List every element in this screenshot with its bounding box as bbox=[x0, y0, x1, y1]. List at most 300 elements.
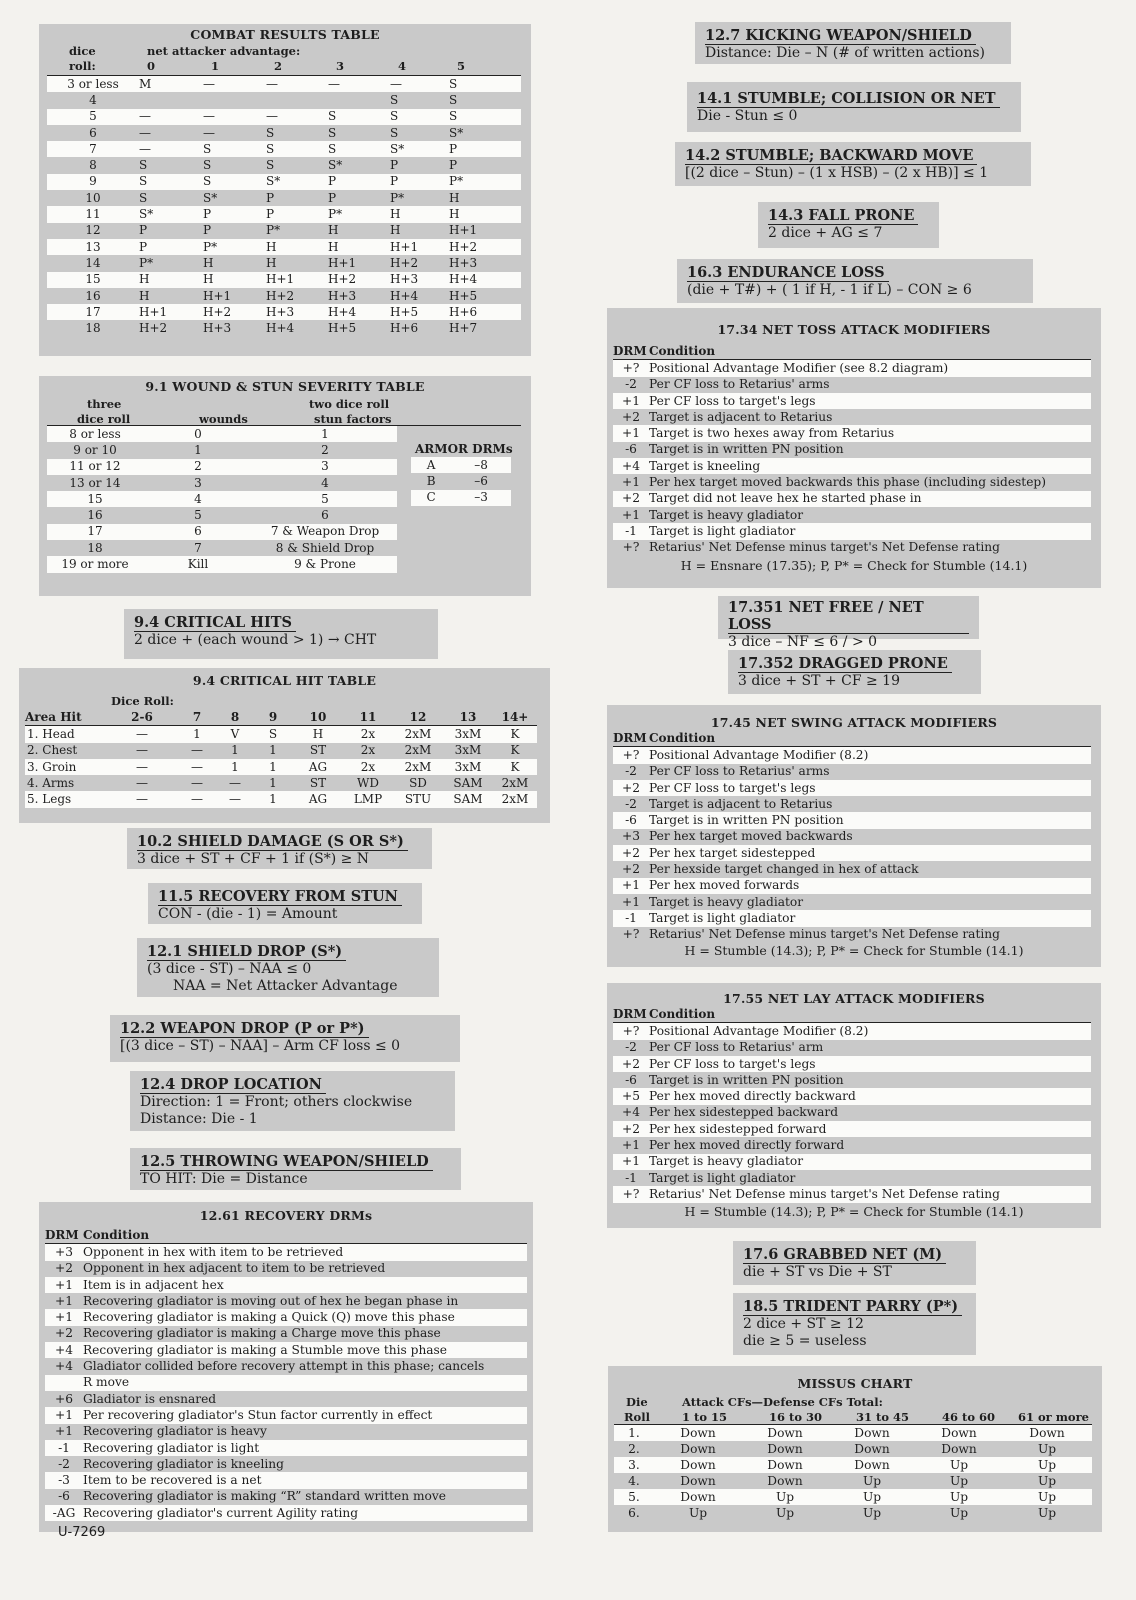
drm-value: +3 bbox=[622, 829, 640, 844]
armor-row bbox=[411, 457, 511, 473]
list-item bbox=[613, 1121, 1091, 1137]
column-header: 12 bbox=[409, 709, 427, 724]
table-cell: S* bbox=[266, 174, 328, 190]
table-cell: 4 bbox=[143, 491, 253, 507]
table-cell: — bbox=[217, 791, 253, 807]
list-item bbox=[45, 1358, 527, 1374]
table-cell: WD bbox=[357, 775, 379, 790]
list-item bbox=[45, 1261, 527, 1277]
table-cell: 4 bbox=[321, 475, 329, 490]
table-cell: S bbox=[266, 141, 328, 157]
crt-grid bbox=[47, 76, 521, 337]
table-cell: S bbox=[390, 109, 449, 125]
list-item bbox=[45, 1326, 527, 1342]
drm-condition: Per CF loss to Retarius' arm bbox=[649, 1040, 824, 1055]
list-item bbox=[45, 1489, 527, 1505]
drm-condition: Retarius' Net Defense minus target's Net Defense rating bbox=[649, 1186, 1091, 1202]
table-cell: Up bbox=[949, 1506, 969, 1520]
drm-value: +4 bbox=[613, 458, 649, 474]
formula-14-1 bbox=[687, 82, 1021, 132]
list-item bbox=[45, 1309, 527, 1325]
drm-value bbox=[45, 1375, 83, 1391]
table-row bbox=[47, 272, 521, 288]
cht-title: 9.4 CRITICAL HIT TABLE bbox=[192, 673, 377, 688]
table-cell: 1 bbox=[253, 426, 397, 442]
table-cell: S bbox=[449, 109, 521, 125]
table-row bbox=[25, 791, 537, 807]
drm-value: +? bbox=[613, 747, 649, 764]
row-label: 4 bbox=[89, 92, 97, 107]
swing-list bbox=[613, 730, 1091, 943]
table-cell: 3xM bbox=[443, 759, 493, 775]
table-cell: S bbox=[449, 92, 458, 107]
formula-head: 16.3 ENDURANCE LOSS bbox=[687, 264, 889, 282]
table-cell: S* bbox=[203, 190, 218, 205]
formula-body: 2 dice + (each wound > 1) → CHT bbox=[134, 632, 377, 648]
table-cell: H bbox=[390, 223, 401, 238]
armor-row bbox=[411, 490, 511, 506]
condition-header: Condition bbox=[83, 1227, 150, 1242]
table-cell: 7 & Weapon Drop bbox=[253, 524, 397, 540]
table-cell: 2x bbox=[343, 726, 393, 743]
drm-condition: Recovering gladiator is moving out of hex he began phase in bbox=[83, 1293, 459, 1308]
drm-condition: Target is heavy gladiator bbox=[649, 1154, 1091, 1170]
table-cell: AG bbox=[293, 759, 343, 775]
missus-roll-label: Roll bbox=[624, 1410, 650, 1424]
table-row bbox=[47, 239, 521, 255]
drm-value: +? bbox=[622, 927, 640, 942]
formula-head: 14.2 STUMBLE; BACKWARD MOVE bbox=[685, 147, 977, 165]
formula-body-2: NAA = Net Attacker Advantage bbox=[173, 978, 398, 994]
row-label: 17 bbox=[47, 524, 143, 540]
formula-head: 17.352 DRAGGED PRONE bbox=[738, 655, 952, 673]
table-cell: Down bbox=[654, 1489, 742, 1505]
formula-11-5 bbox=[148, 883, 422, 924]
table-row bbox=[25, 726, 537, 743]
drm-condition: Target is in written PN position bbox=[649, 812, 1091, 828]
drm-condition: Per CF loss to target's legs bbox=[649, 780, 1091, 796]
table-cell: H bbox=[266, 255, 277, 270]
drm-value: -2 bbox=[58, 1456, 70, 1471]
condition-header: Condition bbox=[649, 1006, 716, 1021]
table-cell: P bbox=[390, 174, 449, 190]
drm-condition: Retarius' Net Defense minus target's Net Defense rating bbox=[649, 540, 1000, 555]
table-cell: H+1 bbox=[266, 272, 328, 288]
table-cell: H+7 bbox=[449, 321, 478, 336]
drm-condition: Per hex sidestepped backward bbox=[649, 1105, 839, 1120]
table-cell: Down bbox=[828, 1425, 916, 1441]
list-item bbox=[45, 1277, 527, 1293]
table-cell: — bbox=[390, 76, 449, 92]
table-cell: H bbox=[293, 726, 343, 743]
table-cell: Down bbox=[680, 1474, 716, 1488]
table-cell: 3xM bbox=[443, 726, 493, 743]
toss-title: 17.34 NET TOSS ATTACK MODIFIERS bbox=[717, 322, 991, 337]
drm-value: +1 bbox=[45, 1277, 83, 1293]
table-cell: P bbox=[139, 239, 203, 255]
formula-body: (3 dice - ST) – NAA ≤ 0 bbox=[147, 961, 312, 977]
table-cell: H+5 bbox=[390, 304, 449, 320]
table-cell: H bbox=[328, 223, 339, 238]
drm-value: +4 bbox=[55, 1359, 73, 1374]
drm-value: +1 bbox=[55, 1293, 73, 1308]
row-label: 13 or 14 bbox=[69, 475, 121, 490]
table-cell: 3 bbox=[253, 459, 397, 475]
drm-value: +1 bbox=[55, 1424, 73, 1439]
drm-condition: Target is kneeling bbox=[649, 458, 1091, 474]
table-cell: S bbox=[328, 141, 390, 157]
drm-value: -6 bbox=[625, 1072, 637, 1087]
table-cell: S bbox=[390, 92, 399, 107]
list-item bbox=[613, 780, 1091, 796]
table-cell: H+5 bbox=[328, 321, 357, 336]
table-cell: H bbox=[139, 288, 150, 303]
row-label: 11 or 12 bbox=[47, 459, 143, 475]
formula-12-7 bbox=[695, 22, 1011, 64]
table-cell: Down bbox=[742, 1457, 828, 1473]
table-cell: — bbox=[177, 759, 217, 775]
formula-body: 3 dice – NF ≤ 6 / > 0 bbox=[728, 634, 878, 650]
drm-condition: Opponent in hex with item to be retrieved bbox=[83, 1244, 527, 1261]
combat-results-table bbox=[39, 24, 531, 356]
wound-h-three: three bbox=[87, 397, 122, 411]
table-cell: Down bbox=[742, 1425, 828, 1441]
list-item bbox=[613, 861, 1091, 877]
drm-condition: Per hex moved forwards bbox=[649, 878, 1091, 894]
lay-note: H = Stumble (14.3); P, P* = Check for Stumble (14.1) bbox=[684, 1203, 1024, 1219]
table-cell: — bbox=[328, 76, 390, 92]
row-label: 9 or 10 bbox=[73, 442, 117, 457]
list-item bbox=[613, 1137, 1091, 1153]
table-cell: S bbox=[139, 158, 148, 173]
table-cell: H+1 bbox=[449, 223, 478, 238]
table-cell: — bbox=[107, 726, 177, 743]
table-cell: M bbox=[139, 76, 203, 92]
table-cell: H+3 bbox=[449, 255, 478, 270]
table-cell: P bbox=[328, 190, 337, 205]
crt-title: COMBAT RESULTS TABLE bbox=[190, 27, 380, 42]
table-cell: 2x bbox=[360, 743, 376, 758]
table-row bbox=[47, 109, 521, 125]
column-header: 8 bbox=[230, 709, 240, 724]
table-cell: Up bbox=[1037, 1474, 1057, 1488]
table-cell: S bbox=[266, 158, 275, 173]
drm-condition: Gladiator collided before recovery attempt in this phase; cancels bbox=[83, 1359, 485, 1374]
list-item bbox=[45, 1391, 527, 1407]
formula-head: 11.5 RECOVERY FROM STUN bbox=[158, 888, 402, 906]
table-cell: S bbox=[390, 125, 399, 140]
formula-head: 14.1 STUMBLE; COLLISION OR NET bbox=[697, 90, 1000, 108]
table-row bbox=[47, 206, 521, 222]
list-item bbox=[613, 845, 1091, 861]
table-cell: SAM bbox=[443, 791, 493, 807]
table-cell: H bbox=[203, 255, 214, 270]
list-item bbox=[45, 1244, 527, 1261]
list-item bbox=[613, 1072, 1091, 1088]
drm-condition: Target is adjacent to Retarius bbox=[649, 796, 833, 811]
cht-grid bbox=[25, 709, 537, 808]
table-cell: H+4 bbox=[328, 304, 390, 320]
formula-critical-hits bbox=[124, 609, 438, 659]
table-cell: S bbox=[139, 190, 148, 205]
drm-condition: Target is light gladiator bbox=[649, 523, 1091, 539]
drm-header: DRM bbox=[613, 730, 647, 745]
drm-value: +2 bbox=[613, 845, 649, 861]
drm-value: +2 bbox=[622, 409, 640, 424]
formula-18-5 bbox=[733, 1293, 976, 1355]
drm-condition: Target is in written PN position bbox=[649, 1072, 844, 1087]
table-cell: H+6 bbox=[390, 321, 419, 336]
crt-col-3: 3 bbox=[336, 59, 345, 73]
table-cell: S bbox=[449, 76, 521, 92]
drm-condition: Recovering gladiator is light bbox=[83, 1440, 527, 1456]
drm-value: -2 bbox=[625, 796, 637, 811]
net-lay-modifiers bbox=[607, 983, 1101, 1228]
row-label: 5 bbox=[47, 109, 139, 125]
table-cell: S bbox=[139, 174, 203, 190]
table-row bbox=[47, 76, 521, 92]
table-cell: S bbox=[203, 141, 266, 157]
table-row bbox=[614, 1425, 1092, 1441]
table-cell: Down bbox=[767, 1442, 803, 1456]
formula-17-352 bbox=[728, 650, 981, 694]
column-header: 10 bbox=[309, 709, 327, 724]
list-item bbox=[613, 878, 1091, 894]
drm-condition: Retarius' Net Defense minus target's Net Defense rating bbox=[649, 927, 1000, 942]
wound-h-diceroll: dice roll bbox=[77, 412, 131, 426]
table-cell: — bbox=[203, 76, 266, 92]
table-cell: K bbox=[510, 743, 520, 758]
list-item bbox=[613, 425, 1091, 441]
table-cell: 5 bbox=[253, 491, 397, 507]
table-row bbox=[47, 141, 521, 157]
list-item bbox=[613, 927, 1091, 943]
table-cell: 1 bbox=[231, 743, 239, 758]
column-header: 14+ bbox=[501, 709, 529, 724]
table-cell: 3xM bbox=[454, 743, 482, 758]
table-cell: Down bbox=[680, 1442, 716, 1456]
drm-value: +1 bbox=[45, 1407, 83, 1423]
table-cell: — bbox=[229, 775, 241, 790]
table-row bbox=[614, 1505, 1092, 1521]
formula-head: 18.5 TRIDENT PARRY (P*) bbox=[743, 1298, 962, 1316]
table-row bbox=[47, 320, 521, 336]
drm-value: +2 bbox=[55, 1326, 73, 1341]
row-label: 3. Groin bbox=[25, 759, 107, 775]
table-cell: 1 bbox=[269, 775, 277, 790]
list-item bbox=[613, 1186, 1091, 1202]
drm-condition: Per CF loss to target's legs bbox=[649, 1056, 1091, 1072]
toss-note: H = Ensnare (17.35); P, P* = Check for Stumble (14.1) bbox=[680, 557, 1028, 573]
drm-condition: Positional Advantage Modifier (see 8.2 diagram) bbox=[649, 360, 1091, 377]
table-cell: H bbox=[390, 206, 449, 222]
table-row bbox=[47, 92, 521, 108]
row-label: 17 bbox=[47, 304, 139, 320]
drm-condition: Per CF loss to target's legs bbox=[649, 393, 1091, 409]
list-item bbox=[613, 1023, 1091, 1040]
wound-h-wounds: wounds bbox=[199, 412, 248, 426]
list-item bbox=[613, 507, 1091, 523]
drm-value: +2 bbox=[613, 1121, 649, 1137]
drm-condition: Positional Advantage Modifier (8.2) bbox=[649, 747, 1091, 764]
table-cell: Up bbox=[1002, 1489, 1092, 1505]
drm-condition: Target is heavy gladiator bbox=[649, 894, 804, 909]
armor-title: ARMOR DRMs bbox=[415, 442, 513, 456]
list-item bbox=[613, 910, 1091, 926]
table-cell: — bbox=[191, 775, 203, 790]
drm-value: +2 bbox=[613, 780, 649, 796]
table-cell: Up bbox=[775, 1506, 795, 1520]
column-header: 11 bbox=[359, 709, 377, 724]
table-cell: P* bbox=[449, 174, 521, 190]
list-item bbox=[613, 796, 1091, 812]
list-item bbox=[45, 1505, 527, 1521]
row-label: 2. Chest bbox=[27, 743, 78, 758]
drm-condition: Target is two hexes away from Retarius bbox=[649, 425, 1091, 441]
column-header: 13 bbox=[459, 709, 477, 724]
formula-head: 12.2 WEAPON DROP (P or P*) bbox=[120, 1020, 369, 1038]
table-cell: H+3 bbox=[390, 272, 449, 288]
formula-head: 17.6 GRABBED NET (M) bbox=[743, 1246, 946, 1264]
condition-header: Condition bbox=[649, 343, 716, 358]
drm-condition: R move bbox=[83, 1375, 527, 1391]
drm-condition: Recovering gladiator's current Agility rating bbox=[83, 1505, 527, 1521]
table-cell: Down bbox=[854, 1442, 890, 1456]
table-row bbox=[47, 459, 397, 475]
formula-12-5 bbox=[130, 1148, 461, 1190]
table-cell: 9 & Prone bbox=[253, 556, 397, 572]
formula-12-4 bbox=[130, 1071, 455, 1131]
missus-col-4: 46 to 60 bbox=[942, 1410, 995, 1424]
drm-condition: Per hexside target changed in hex of attack bbox=[649, 862, 919, 877]
formula-body: 3 dice + ST + CF + 1 if (S*) ≥ N bbox=[137, 851, 370, 867]
table-cell: ST bbox=[309, 743, 327, 758]
drm-condition: Per hex moved directly forward bbox=[649, 1138, 845, 1153]
list-item bbox=[45, 1375, 527, 1391]
table-cell: H+4 bbox=[449, 272, 521, 288]
row-label: 3 or less bbox=[47, 76, 139, 92]
row-label: 6. bbox=[628, 1506, 640, 1520]
table-cell: 0 bbox=[143, 426, 253, 442]
table-cell: — bbox=[177, 791, 217, 807]
formula-body-2: die ≥ 5 = useless bbox=[743, 1333, 867, 1349]
formula-12-2 bbox=[110, 1015, 460, 1062]
drm-condition: Recovering gladiator is heavy bbox=[83, 1424, 267, 1439]
table-cell: Up bbox=[862, 1474, 882, 1488]
wound-grid bbox=[47, 426, 397, 573]
table-row bbox=[25, 759, 537, 775]
drm-value: +1 bbox=[622, 507, 640, 522]
table-cell: P* bbox=[139, 255, 154, 270]
row-label: 4. bbox=[628, 1474, 640, 1488]
table-cell: S* bbox=[449, 125, 464, 140]
table-cell: P bbox=[449, 158, 458, 173]
drm-condition: Per hex sidestepped forward bbox=[649, 1121, 1091, 1137]
table-cell: S* bbox=[328, 158, 343, 173]
table-cell: P* bbox=[328, 206, 390, 222]
table-cell: 7 bbox=[194, 540, 202, 555]
table-cell: SD bbox=[409, 775, 427, 790]
table-row bbox=[614, 1473, 1092, 1489]
table-cell: H+3 bbox=[203, 321, 232, 336]
table-cell: H+1 bbox=[203, 288, 232, 303]
formula-body: TO HIT: Die = Distance bbox=[140, 1171, 308, 1187]
table-cell: P bbox=[203, 206, 266, 222]
drm-condition: Recovering gladiator is making a Stumble move this phase bbox=[83, 1342, 527, 1358]
formula-17-6 bbox=[733, 1241, 976, 1285]
table-cell: S* bbox=[139, 206, 203, 222]
lay-title: 17.55 NET LAY ATTACK MODIFIERS bbox=[723, 991, 985, 1006]
table-cell: P bbox=[328, 174, 390, 190]
formula-head: 12.5 THROWING WEAPON/SHIELD bbox=[140, 1153, 433, 1171]
drm-condition: Recovering gladiator is making “R” standard written move bbox=[83, 1489, 446, 1504]
list-item bbox=[613, 747, 1091, 764]
drm-value: -2 bbox=[625, 764, 637, 779]
table-row bbox=[614, 1457, 1092, 1473]
list-item bbox=[613, 474, 1091, 490]
formula-10-2 bbox=[127, 828, 432, 869]
table-row bbox=[47, 255, 521, 271]
table-cell: Up bbox=[916, 1457, 1002, 1473]
table-cell: H+6 bbox=[449, 304, 521, 320]
table-cell: H+2 bbox=[328, 272, 390, 288]
table-cell: S bbox=[266, 125, 275, 140]
drm-condition: Per hex target sidestepped bbox=[649, 845, 1091, 861]
row-label: 8 bbox=[89, 158, 97, 173]
table-cell: P bbox=[203, 223, 212, 238]
table-row bbox=[47, 125, 521, 141]
column-header: 2-6 bbox=[131, 709, 153, 724]
recovery-drms bbox=[39, 1202, 533, 1532]
formula-body-2: Distance: Die - 1 bbox=[140, 1111, 258, 1127]
formula-14-2 bbox=[675, 142, 1031, 186]
table-cell: H bbox=[328, 239, 390, 255]
drm-condition: Target is adjacent to Retarius bbox=[649, 409, 833, 424]
drm-condition: Target did not leave hex he started phase in bbox=[649, 491, 1091, 507]
list-item bbox=[613, 1105, 1091, 1121]
table-cell: A bbox=[411, 457, 451, 473]
row-label: 5. bbox=[614, 1489, 654, 1505]
formula-body: (die + T#) + ( 1 if H, - 1 if L) – CON ≥ 6 bbox=[687, 282, 972, 298]
crt-col-4: 4 bbox=[398, 59, 407, 73]
drm-condition: Target is in written PN position bbox=[649, 442, 844, 457]
drm-condition: Recovering gladiator is kneeling bbox=[83, 1456, 284, 1471]
drm-value: +1 bbox=[613, 1154, 649, 1170]
drm-value: +1 bbox=[613, 393, 649, 409]
drm-value: +2 bbox=[613, 491, 649, 507]
table-cell: 2x bbox=[343, 759, 393, 775]
drm-value: +2 bbox=[622, 862, 640, 877]
formula-body: 2 dice + ST ≥ 12 bbox=[743, 1316, 864, 1332]
missus-col-3: 31 to 45 bbox=[856, 1410, 909, 1424]
list-item bbox=[45, 1456, 527, 1472]
table-cell: Up bbox=[1037, 1506, 1057, 1520]
table-cell: 6 bbox=[321, 508, 329, 523]
crt-advantage-label: net attacker advantage: bbox=[147, 44, 301, 58]
table-cell: Up bbox=[949, 1474, 969, 1488]
table-cell: 1 bbox=[177, 726, 217, 743]
row-label: 4. Arms bbox=[27, 775, 75, 790]
list-item bbox=[613, 894, 1091, 910]
formula-body: 2 dice + AG ≤ 7 bbox=[768, 225, 883, 241]
list-item bbox=[613, 458, 1091, 474]
missus-chart bbox=[608, 1366, 1102, 1532]
list-item bbox=[613, 1154, 1091, 1170]
table-cell: Up bbox=[1037, 1442, 1057, 1456]
row-label: 12 bbox=[85, 223, 101, 238]
missus-total-label: Attack CFs—Defense CFs Total: bbox=[682, 1395, 883, 1409]
armor-row bbox=[411, 473, 511, 489]
